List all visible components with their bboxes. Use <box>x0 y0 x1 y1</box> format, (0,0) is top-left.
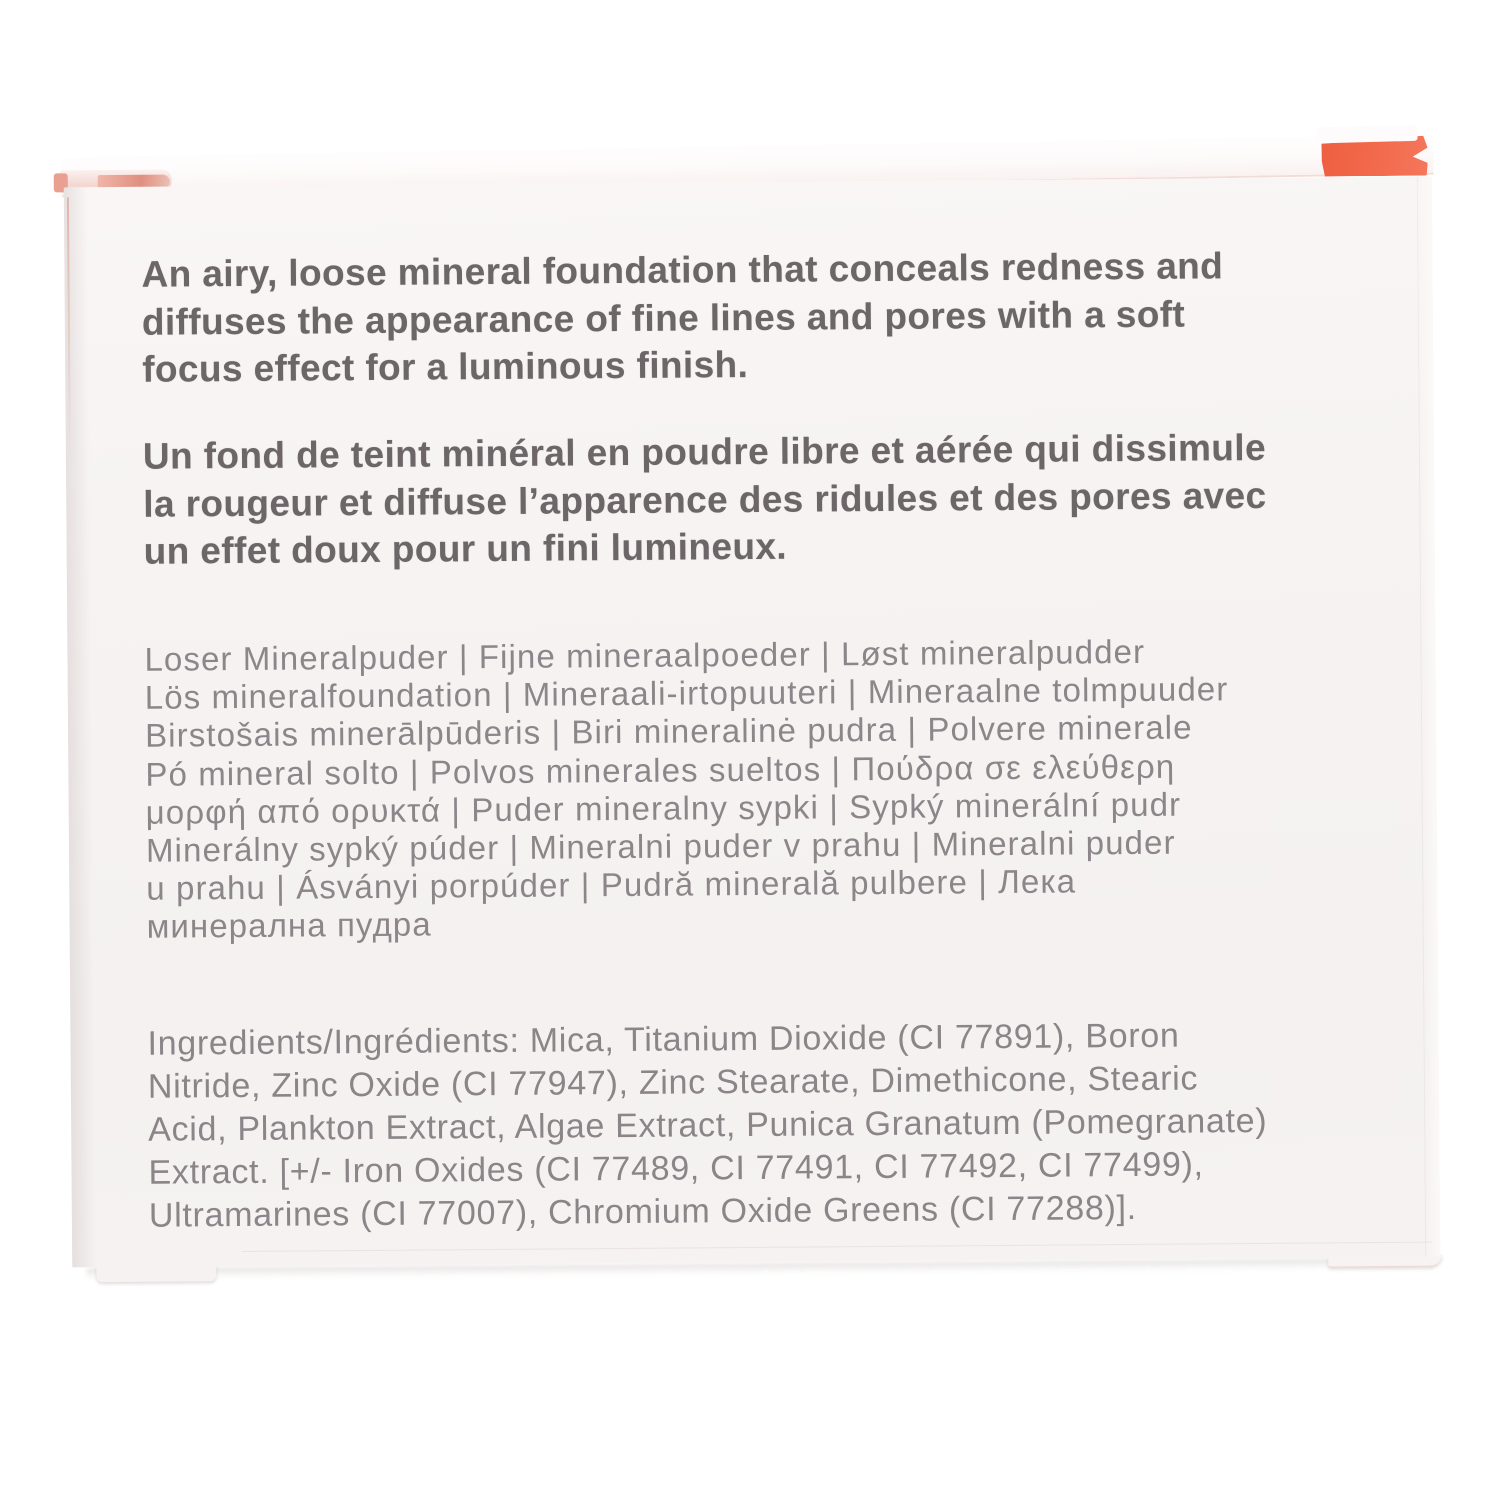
text-line: Minerálny sypký púder | Mineralni puder v prahu | Mineralni puder <box>145 823 1176 869</box>
text-line: Loser Mineralpuder | Fijne mineraalpoeder | Løst mineralpudder <box>144 632 1146 678</box>
text-line: Ingredients/Ingrédients: Mica, Titanium Dioxide (CI 77891), Boron <box>147 1016 1180 1063</box>
text-line: un effet doux pour un fini lumineux. <box>143 525 788 572</box>
text-line: An airy, loose mineral foundation that conceals redness and <box>141 245 1224 295</box>
multilingual-product-names <box>144 632 1230 946</box>
description-en <box>141 242 1224 393</box>
text-line: Acid, Plankton Extract, Algae Extract, Punica Granatum (Pomegranate) <box>148 1101 1268 1149</box>
text-line: μορφή από ορυκτά | Puder mineralny sypki | Sypký minerální pudr <box>145 785 1182 831</box>
text-line: Ultramarines (CI 77007), Chromium Oxide Greens (CI 77288)]. <box>148 1188 1137 1235</box>
text-line: Extract. [+/- Iron Oxides (CI 77489, CI 77491, CI 77492, CI 77499), <box>148 1145 1204 1192</box>
ingredients-text <box>147 1014 1268 1238</box>
text-line: Un fond de teint minéral en poudre libre et aérée qui dissimule <box>142 426 1267 477</box>
text-line: Lös mineralfoundation | Mineraali-irtopuuteri | Mineraalne tolmpuuder <box>144 670 1229 716</box>
text-line: Pó mineral solto | Polvos minerales sueltos | Πούδρα σε ελεύθερη <box>145 747 1176 793</box>
text-line: la rougeur et diffuse l’apparence des ridules et des pores avec <box>143 474 1267 525</box>
text-line: минерална пудра <box>146 905 432 946</box>
text-line: Nitride, Zinc Oxide (CI 77947), Zinc Stearate, Dimethicone, Stearic <box>147 1059 1199 1106</box>
description-fr <box>143 424 1267 575</box>
text-line: focus effect for a luminous finish. <box>142 344 749 390</box>
text-line: diffuses the appearance of fine lines and pores with a soft <box>141 293 1186 343</box>
text-line: u prahu | Ásványi porpúder | Pudră minerală pulbere | Лека <box>146 862 1077 907</box>
text-line: Birstošais minerālpūderis | Biri mineralinė pudra | Polvere minerale <box>144 708 1193 755</box>
